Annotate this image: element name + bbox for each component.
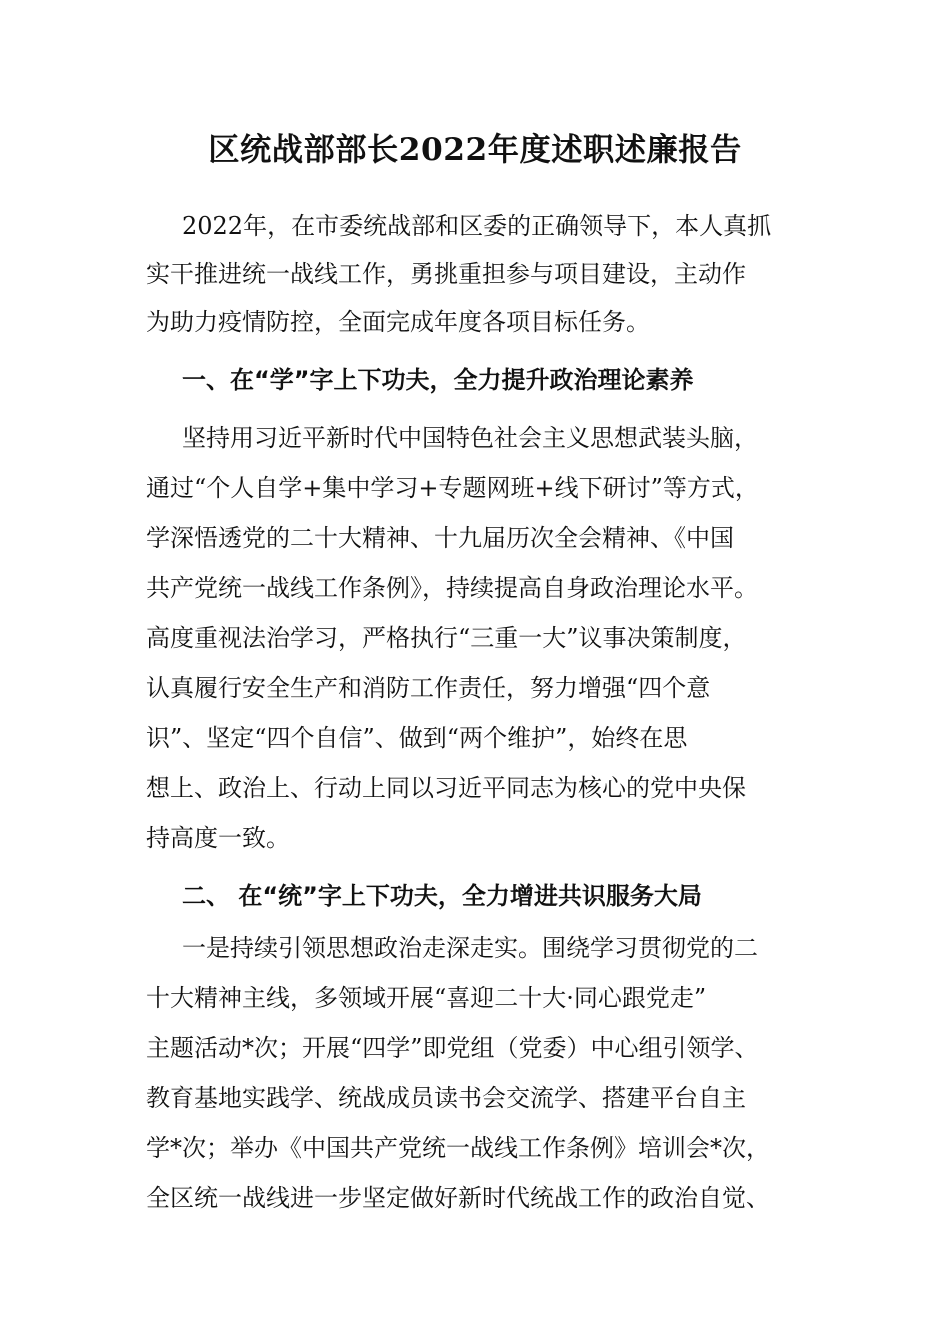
intro-line: 为助力疫情防控，全面完成年度各项目标任务。 [146, 308, 650, 336]
section1-line: 持高度一致。 [146, 824, 290, 852]
section1-line: 学深悟透党的二十大精神、十九届历次全会精神、《中国 [146, 524, 734, 552]
section-heading-2: 二、 在“统”字上下功夫，全力增进共识服务大局 [182, 882, 702, 910]
section1-line: 识”、坚定“四个自信”、做到“两个维护”，始终在思 [146, 724, 688, 752]
section2-line: 一是持续引领思想政治走深走实。围绕学习贯彻党的二 [182, 934, 758, 962]
section1-line: 通过“个人自学+集中学习+专题网班+线下研讨”等方式， [146, 474, 759, 502]
section2-line: 全区统一战线进一步坚定做好新时代统战工作的政治自觉、 [146, 1184, 770, 1212]
section2-line: 教育基地实践学、统战成员读书会交流学、搭建平台自主 [146, 1084, 746, 1112]
section-heading-1: 一、在“学”字上下功夫，全力提升政治理论素养 [182, 366, 694, 394]
section2-line: 十大精神主线，多领域开展“喜迎二十大·同心跟党走” [146, 984, 707, 1012]
intro-line: 实干推进统一战线工作，勇挑重担参与项目建设，主动作 [146, 260, 746, 288]
section2-line: 主题活动*次；开展“四学”即党组（党委）中心组引领学、 [146, 1034, 759, 1062]
section1-line: 坚持用习近平新时代中国特色社会主义思想武装头脑， [182, 424, 758, 452]
section1-line: 共产党统一战线工作条例》，持续提高自身政治理论水平。 [146, 574, 758, 602]
section2-line: 学*次；举办《中国共产党统一战线工作条例》培训会*次， [146, 1134, 770, 1162]
intro-line: 2022年，在市委统战部和区委的正确领导下，本人真抓 [182, 212, 772, 240]
section1-line: 认真履行安全生产和消防工作责任，努力增强“四个意 [146, 674, 711, 702]
section1-line: 想上、政治上、行动上同以习近平同志为核心的党中央保 [146, 774, 746, 802]
section1-line: 高度重视法治学习，严格执行“三重一大”议事决策制度， [146, 624, 747, 652]
document-title: 区统战部部长2022年度述职述廉报告 [208, 132, 742, 168]
